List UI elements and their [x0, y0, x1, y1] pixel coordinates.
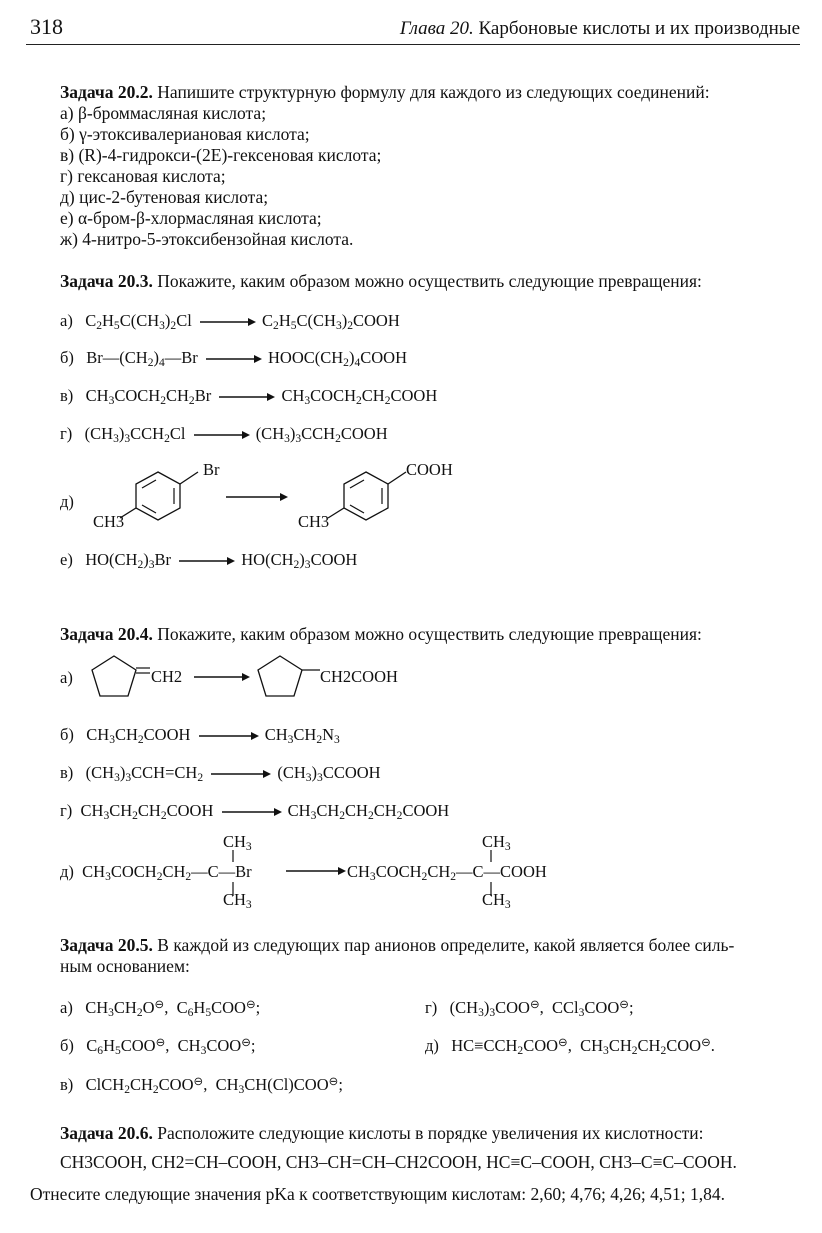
- acid-list: CH3COOH, CH2=CH–COOH, CH3–CH=CH–CH2COOH, HC≡C–COOH, CH3–C≡C–COOH.: [60, 1152, 737, 1172]
- pka-assignment: [30, 1184, 725, 1205]
- methylenecyclopentane-structure: [86, 652, 156, 702]
- task-text: Напишите структурную формулу для каждого из следующих соединений:: [157, 82, 710, 102]
- task-text: Покажите, каким образом можно осуществить следующие превращения:: [157, 271, 702, 291]
- reaction-4d: г) $CH_3CH_2CH_2COOH$ $CH_3CH_2CH_2CH_2COOH$: [60, 801, 450, 822]
- substituent-ch2: CH2: [151, 667, 183, 686]
- task-20-4-heading: [60, 624, 702, 645]
- reaction-arrow: [190, 672, 252, 682]
- anion-pair-e: д) $HC\equiv CCH_2COO^⊖$, $CH_3CH_2CH_2COO^⊖$.: [425, 1036, 715, 1057]
- methyl-top-right: $CH_3$: [482, 832, 511, 853]
- item-label: б): [60, 1036, 74, 1055]
- task-20-3-heading: [60, 271, 702, 292]
- item-label: е): [60, 550, 73, 569]
- reaction-arrow: [282, 866, 348, 876]
- chapter-label: Глава 20.: [399, 18, 474, 39]
- task-title: Задача 20.3.: [60, 271, 153, 291]
- list-item: ж) 4-нитро-5-этоксибензойная кислота.: [60, 229, 354, 249]
- list-item: д) цис-2-бутеновая кислота;: [60, 187, 269, 207]
- substituent-br: Br: [203, 460, 220, 479]
- methyl-top-left: $CH_3$: [223, 832, 252, 853]
- list-item: а) β-броммасляная кислота;: [60, 103, 267, 123]
- substituent-ch3: CH3: [93, 512, 125, 531]
- item-label: г): [425, 998, 438, 1017]
- substituent-ch3: CH3: [298, 512, 330, 531]
- task-text: В каждой из следующих пар анионов определите, какой является более силь-: [157, 935, 735, 955]
- header-rule: [26, 44, 800, 45]
- methyl-bottom-left: $CH_3$: [223, 890, 252, 911]
- task-text-continued: ным основанием:: [60, 956, 190, 976]
- item-label: б): [60, 725, 74, 744]
- reaction-3d: г) $(CH_3)_3CCH_2Cl$ $(CH_3)_3CCH_2COOH$: [60, 424, 388, 445]
- task-text: Расположите следующие кислоты в порядке увеличения их кислотности:: [157, 1123, 704, 1143]
- task-title: Задача 20.6.: [60, 1123, 153, 1143]
- anion-pair-b: б) $C_6H_5COO^⊖$, $CH_3COO^⊖$;: [60, 1036, 256, 1057]
- item-label: д): [425, 1036, 439, 1055]
- item-label: д): [60, 492, 74, 511]
- item-label: а): [60, 998, 73, 1017]
- reaction-arrow: [222, 492, 292, 502]
- item-label: в): [60, 386, 74, 405]
- reaction-arrow: [196, 317, 258, 327]
- reaction-arrow: [175, 556, 237, 566]
- pka-values: 2,60; 4,76; 4,26; 4,51; 1,84.: [530, 1184, 725, 1204]
- reaction-arrow: [190, 430, 252, 440]
- reaction-4c: в) $(CH_3)_3CCH=CH_2$ $(CH_3)_3CCOOH$: [60, 763, 381, 784]
- task-text: Покажите, каким образом можно осуществить следующие превращения:: [157, 624, 702, 644]
- anion-pair-d: г) $(CH_3)_3COO^⊖$, CCl$_3$COO⊖;: [425, 998, 634, 1019]
- item-label: в): [60, 763, 74, 782]
- anion-pair-c: в) $ClCH_2CH_2COO^⊖$, $CH_3CH(Cl)COO^⊖$;: [60, 1075, 343, 1096]
- list-item: б) γ-этоксивалериановая кислота;: [60, 124, 310, 144]
- page-number: 318: [30, 14, 63, 39]
- item-label: а): [60, 668, 73, 687]
- reaction-3a: а) $C_2H_5C(CH_3)_2Cl$ $C_2H_5C(CH_3)_2COOH$: [60, 311, 400, 332]
- substituent-cooh: COOH: [406, 460, 453, 479]
- reaction-4b: б) $CH_3CH_2COOH$ $CH_3CH_2N_3$: [60, 725, 340, 746]
- item-label: а): [60, 311, 73, 330]
- reaction-3f: е) $HO(CH_2)_3Br$ $HO(CH_2)_3COOH$: [60, 550, 358, 571]
- task-20-5-heading: [60, 935, 734, 956]
- item-label: в): [60, 1075, 74, 1094]
- list-item: в) (R)-4-гидрокси-(2E)-гексеновая кислота;: [60, 145, 382, 165]
- reaction-arrow: [202, 354, 264, 364]
- reaction-arrow: [207, 769, 273, 779]
- running-header: [400, 18, 800, 40]
- list-item: е) α-бром-β-хлормасляная кислота;: [60, 208, 322, 228]
- substituent-ch2cooh: CH2COOH: [320, 667, 398, 686]
- task-title: Задача 20.5.: [60, 935, 153, 955]
- chapter-title: Карбоновые кислоты и их производные: [478, 18, 800, 39]
- methyl-bottom-right: $CH_3$: [482, 890, 511, 911]
- reaction-3c: в) $CH_3COCH_2CH_2Br$ $CH_3COCH_2CH_2COOH$: [60, 386, 438, 407]
- list-item: г) гексановая кислота;: [60, 166, 226, 186]
- item-label: б): [60, 348, 74, 367]
- reaction-arrow: [215, 392, 277, 402]
- item-label: г): [60, 801, 73, 820]
- reaction-3b: б) $Br—(CH_2)_4—Br$ $HOOC(CH_2)_4COOH$: [60, 348, 407, 369]
- task-title: Задача 20.4.: [60, 624, 153, 644]
- item-label: г): [60, 424, 73, 443]
- task-title: Задача 20.2.: [60, 82, 153, 102]
- reaction-4e-right: $CH_3COCH_2CH_2—C—COOH$: [347, 862, 547, 883]
- pka-intro: Отнесите следующие значения pKa к соответствующим кислотам:: [30, 1184, 527, 1204]
- task-20-2-heading: [60, 82, 710, 103]
- item-label: д): [60, 862, 74, 881]
- reaction-arrow: [195, 731, 261, 741]
- cyclopentyl-structure: [252, 652, 324, 702]
- anion-pair-a: а) $CH_3CH_2O^⊖$, $C_6H_5COO^⊖$;: [60, 998, 261, 1019]
- task-20-6-heading: [60, 1123, 704, 1144]
- reaction-arrow: [218, 807, 284, 817]
- reaction-4e-left: д) $CH_3COCH_2CH_2—C—Br$: [60, 862, 252, 883]
